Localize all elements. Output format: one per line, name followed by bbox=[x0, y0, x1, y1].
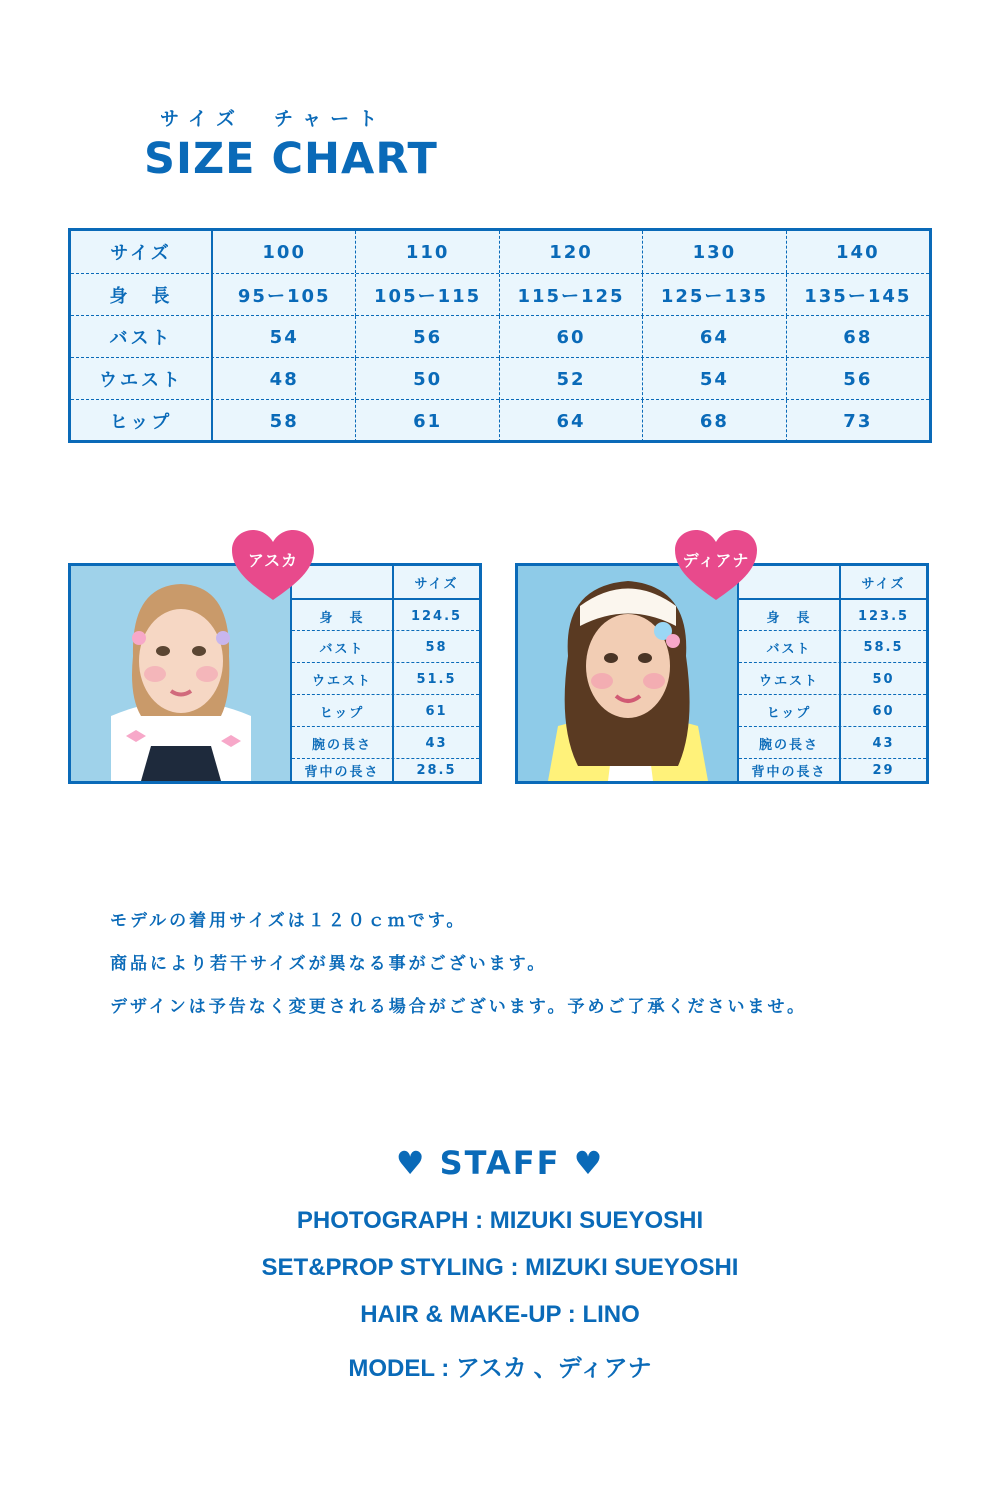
table-cell: 52 bbox=[500, 358, 643, 400]
table-cell: 124.5 bbox=[410, 608, 463, 624]
table-cell: 50 bbox=[872, 671, 895, 687]
table-row bbox=[292, 566, 479, 598]
row-label: バスト bbox=[292, 631, 394, 663]
table-row bbox=[292, 662, 479, 695]
row-label: バスト bbox=[71, 316, 213, 358]
model-name-asuka: アスカ bbox=[247, 551, 299, 570]
table-cell: 130 bbox=[643, 231, 786, 273]
staff-credit: HAIR & MAKE-UP : LINO bbox=[360, 1301, 640, 1328]
table-cell: 73 bbox=[843, 410, 873, 432]
table-cell: 58.5 bbox=[863, 639, 904, 655]
model-name-diana: ディアナ bbox=[682, 551, 750, 570]
header-cell: サイズ bbox=[414, 576, 459, 592]
model-size-table-diana bbox=[739, 566, 926, 781]
table-cell: 50 bbox=[356, 358, 499, 400]
kana-char: ャ bbox=[302, 108, 331, 130]
table-cell: 110 bbox=[356, 231, 499, 273]
table-cell: 61 bbox=[425, 703, 448, 719]
row-label: サイズ bbox=[71, 231, 213, 273]
kana-char: イ bbox=[188, 108, 217, 130]
table-row bbox=[71, 231, 929, 273]
table-cell: 115ー125 bbox=[500, 274, 643, 316]
heart-badge-asuka bbox=[230, 528, 316, 602]
table-cell: 68 bbox=[843, 326, 873, 348]
table-cell: 105ー115 bbox=[356, 274, 499, 316]
table-cell: 61 bbox=[356, 400, 499, 442]
row-label: バスト bbox=[739, 631, 841, 663]
table-cell: 29 bbox=[872, 763, 895, 778]
table-row bbox=[292, 630, 479, 663]
kana-char: チ bbox=[274, 108, 303, 130]
staff-title: ♥ STAFF ♥ bbox=[395, 1144, 605, 1182]
note-line: モデルの着用サイズは１２０ｃｍです。 bbox=[110, 911, 467, 931]
table-row bbox=[71, 357, 929, 400]
staff-credit: PHOTOGRAPH : MIZUKI SUEYOSHI bbox=[296, 1207, 704, 1234]
note-line: デザインは予告なく変更される場合がございます。予めご了承くださいませ。 bbox=[110, 997, 807, 1017]
table-cell: 43 bbox=[872, 735, 895, 751]
size-table bbox=[68, 228, 932, 443]
note-line: 商品により若干サイズが異なる事がございます。 bbox=[110, 954, 548, 974]
row-label: 腕の長さ bbox=[292, 727, 394, 759]
kana-char: サ bbox=[160, 108, 189, 130]
kana-char: ー bbox=[330, 108, 359, 130]
model-size-table-asuka bbox=[292, 566, 479, 781]
row-label: 身 長 bbox=[292, 600, 394, 632]
table-cell: 100 bbox=[213, 231, 356, 273]
table-row bbox=[739, 598, 926, 632]
row-label: ヒップ bbox=[71, 400, 213, 442]
table-cell: 60 bbox=[872, 703, 895, 719]
table-cell: 48 bbox=[213, 358, 356, 400]
table-cell: 95ー105 bbox=[213, 274, 356, 316]
table-cell: 56 bbox=[356, 316, 499, 358]
table-cell: 28.5 bbox=[416, 763, 457, 778]
row-label: ウエスト bbox=[292, 663, 394, 695]
table-cell: 58 bbox=[213, 400, 356, 442]
row-label: ウエスト bbox=[71, 358, 213, 400]
staff-credit: SET&PROP STYLING : MIZUKI SUEYOSHI bbox=[261, 1254, 739, 1281]
row-label: 身 長 bbox=[739, 600, 841, 632]
table-cell: 54 bbox=[213, 316, 356, 358]
table-cell: 58 bbox=[425, 639, 448, 655]
table-cell: 125ー135 bbox=[643, 274, 786, 316]
table-cell: 56 bbox=[843, 368, 873, 390]
size-chart-kana bbox=[160, 104, 386, 131]
table-row bbox=[71, 315, 929, 358]
table-row bbox=[292, 694, 479, 727]
staff-credit: MODEL : アスカ 、ディアナ bbox=[348, 1355, 652, 1382]
row-label: ヒップ bbox=[292, 695, 394, 727]
heart-badge-diana bbox=[673, 528, 759, 602]
table-cell: 64 bbox=[500, 400, 643, 442]
row-label: 腕の長さ bbox=[739, 727, 841, 759]
table-cell: 120 bbox=[500, 231, 643, 273]
table-cell: 64 bbox=[643, 316, 786, 358]
table-row bbox=[71, 273, 929, 316]
row-label: 身 長 bbox=[71, 274, 213, 316]
header-cell: サイズ bbox=[861, 576, 906, 592]
table-row bbox=[739, 694, 926, 727]
table-row bbox=[739, 630, 926, 663]
table-row bbox=[739, 758, 926, 782]
table-cell: 60 bbox=[500, 316, 643, 358]
row-label: ウエスト bbox=[739, 663, 841, 695]
page-title: SIZE CHART bbox=[144, 134, 438, 184]
table-row bbox=[292, 598, 479, 632]
table-cell: 123.5 bbox=[857, 608, 910, 624]
table-row bbox=[739, 726, 926, 759]
row-label: 背中の長さ bbox=[739, 759, 841, 782]
table-cell: 135ー145 bbox=[804, 286, 912, 307]
table-row bbox=[739, 566, 926, 598]
kana-char: ズ bbox=[216, 108, 245, 130]
table-row bbox=[71, 399, 929, 442]
row-label: 背中の長さ bbox=[292, 759, 394, 782]
row-label: ヒップ bbox=[739, 695, 841, 727]
table-row bbox=[292, 758, 479, 782]
kana-char: ト bbox=[358, 108, 387, 130]
table-cell: 54 bbox=[643, 358, 786, 400]
table-row bbox=[292, 726, 479, 759]
table-cell: 68 bbox=[643, 400, 786, 442]
table-row bbox=[739, 662, 926, 695]
table-cell: 51.5 bbox=[416, 671, 457, 687]
table-cell: 43 bbox=[425, 735, 448, 751]
table-cell: 140 bbox=[836, 241, 880, 263]
